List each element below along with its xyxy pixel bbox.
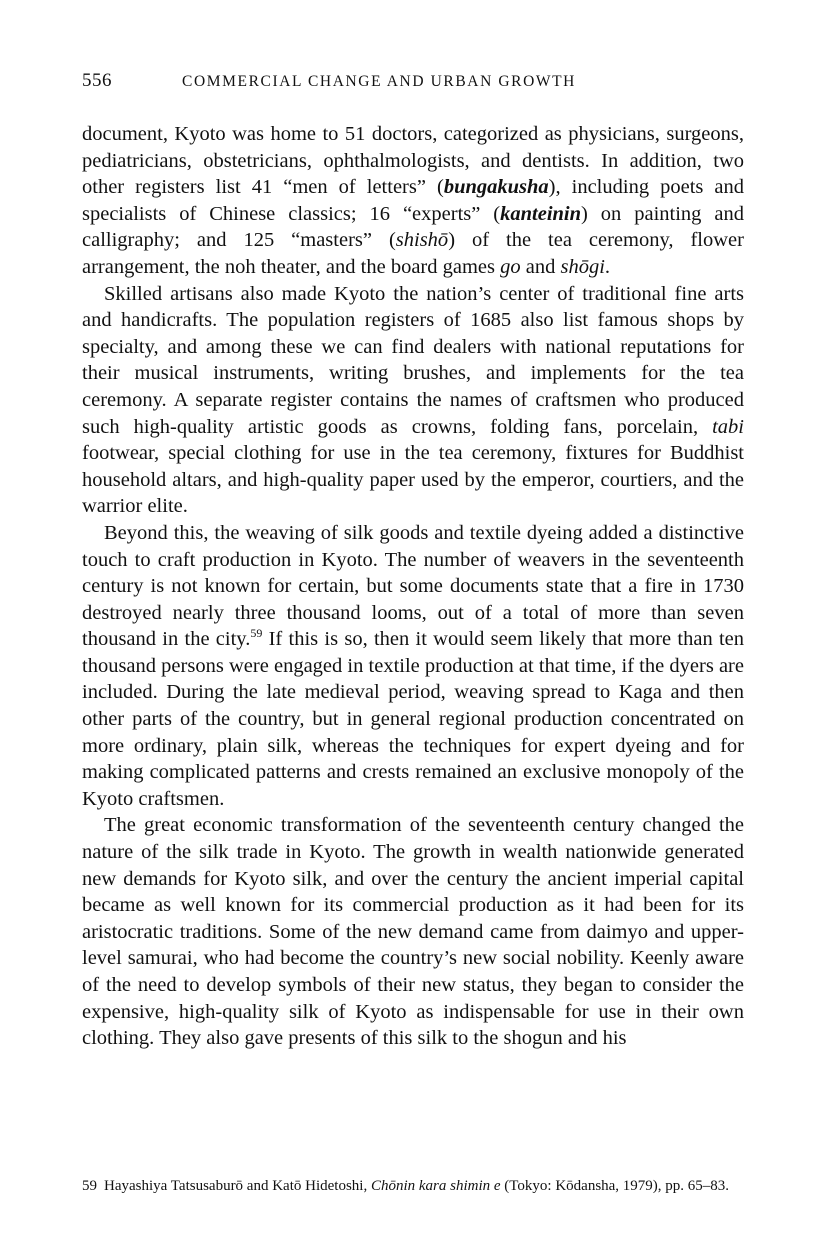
footnote-title: Chōnin kara shimin e bbox=[370, 1178, 501, 1194]
paragraph: Beyond this, the weaving of silk goods and textile dyeing added a distinctive touch to craft production in Kyoto. The number of weavers in the seventeenth century is not known for certain, but some documents state that a fire in 1730 destroyed nearly three thousand looms, out of a total of more than seven thousand in the city.$^{59}$ If this is so, then it would seem likely that more than ten thousand persons were engaged in textile production at that time, if the dyers are included. During the late medieval period, weaving spread to Kaga and then other parts of the country, but in general regional production concentrated on more ordinary, plain silk, whereas the techniques for expert dyeing and for making complicated patterns and crests remained an exclusive monopoly of the Kyoto craftsmen. bbox=[82, 521, 744, 810]
italic-term: shishō bbox=[395, 229, 449, 252]
italic-term: bungakusha bbox=[443, 176, 549, 199]
paragraph: Skilled artisans also made Kyoto the nation’s center of traditional fine arts and handicrafts. The population registers of 1685 also list famous shops by specialty, and among these we can find dealers with national reputations for their musical instruments, writing brushes, and implements for the tea ceremony. A separate register contains the names of craftsmen who produced such high-quality artistic goods as crowns, folding fans, porcelain, tabi footwear, special clothing for use in the tea ceremony, fixtures for Buddhist household altars, and high-quality paper used by the emperor, courtiers, and the warrior elite. bbox=[82, 282, 744, 518]
page bbox=[82, 70, 744, 1052]
body-text bbox=[82, 121, 744, 1052]
page-number: 556 bbox=[82, 70, 112, 91]
paragraph: The great economic transformation of the seventeenth century changed the nature of the silk trade in Kyoto. The growth in wealth nationwide generated new demands for Kyoto silk, and over the century the ancient imperial capital became as well known for its commercial production as it had been for its aristocratic traditions. Some of the new demand came from daimyo and upper-level samurai, who had become the country’s new social nobility. Keenly aware of the need to develop symbols of their new status, they began to consider the expensive, high-quality silk of Kyoto as indispensable for use in their own clothing. They also gave presents of this silk to the shogun and his bbox=[82, 814, 744, 1050]
footnote-number: 59 bbox=[82, 1178, 97, 1194]
italic-term: tabi bbox=[712, 415, 744, 438]
italic-term: go bbox=[500, 255, 521, 278]
italic-term: shōgi bbox=[560, 255, 605, 278]
footnote: 59 Hayashiya Tatsusaburō and Katō Hidetoshi, Chōnin kara shimin e (Tokyo: Kōdansha, 1979), pp. 65–83. bbox=[82, 1178, 730, 1194]
footnote-reference[interactable]: 59 bbox=[250, 626, 263, 641]
running-head bbox=[82, 70, 744, 100]
running-title: COMMERCIAL CHANGE AND URBAN GROWTH bbox=[182, 73, 576, 90]
paragraph: document, Kyoto was home to 51 doctors, categorized as physicians, surgeons, pediatricians, obstetricians, ophthalmologists, and dentists. In addition, two other registers list 41 “men of letters” (bungakusha), including poets and specialists of Chinese classics; 16 “experts” (kanteinin) on painting and calligraphy; and 125 “masters” (shishō) of the tea ceremony, flower arrangement, the noh theater, and the board games go and shōgi. bbox=[82, 123, 744, 278]
footnotes bbox=[82, 1176, 744, 1196]
italic-term: kanteinin bbox=[500, 202, 582, 225]
